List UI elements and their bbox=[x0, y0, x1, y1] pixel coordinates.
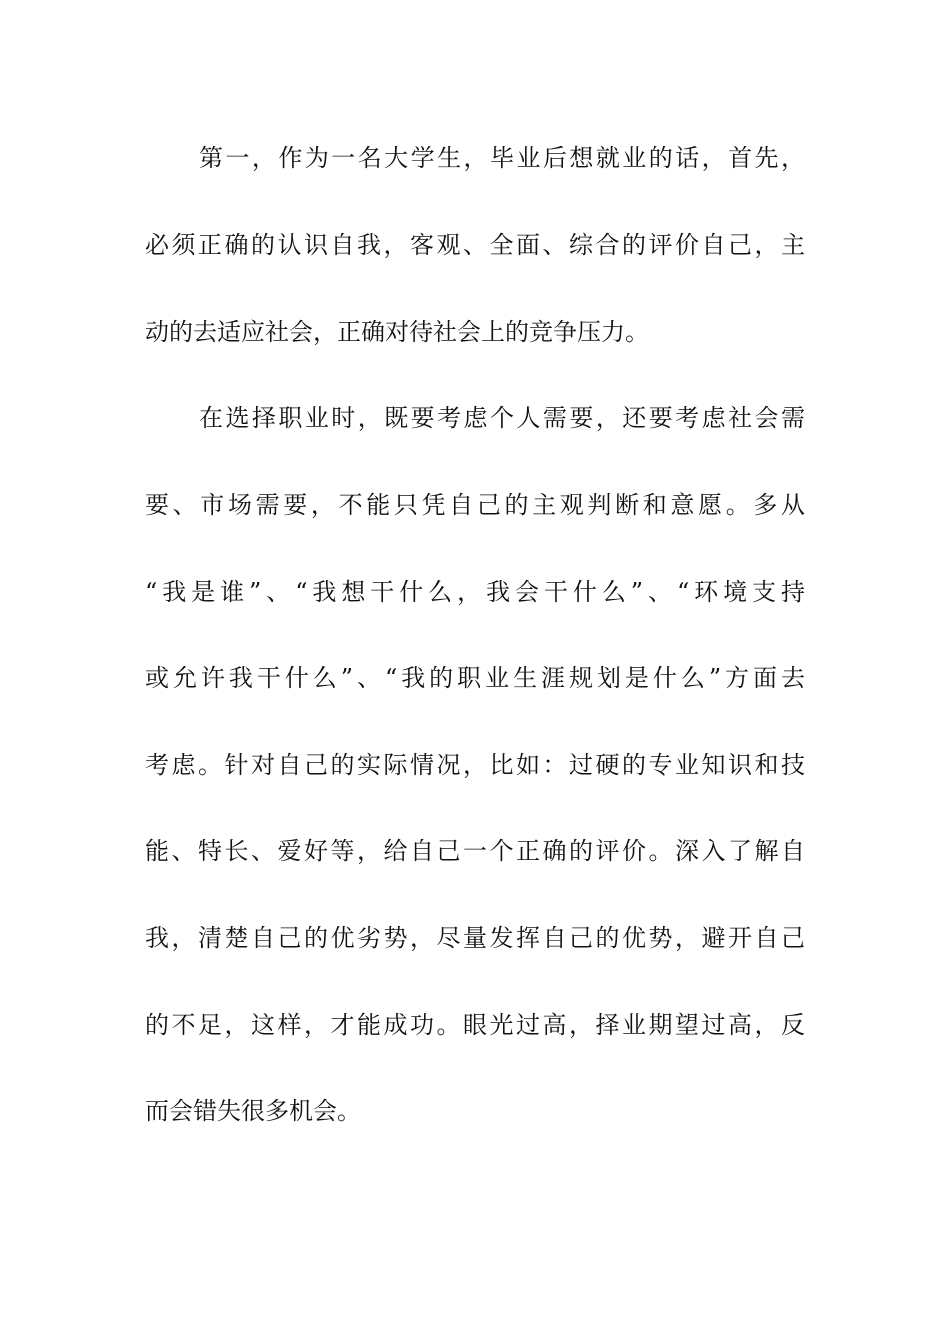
paragraph-line: 能、特长、爱好等，给自己一个正确的评价。深入了解自 bbox=[145, 837, 805, 865]
paragraph-line: 必须正确的认识自我，客观、全面、综合的评价自己，主 bbox=[145, 231, 805, 259]
paragraph-line: “我是谁”、“我想干什么，我会干什么”、“环境支持 bbox=[145, 578, 805, 606]
paragraph-line: 第一，作为一名大学生，毕业后想就业的话，首先， bbox=[199, 144, 805, 172]
paragraph-line: 要、市场需要，不能只凭自己的主观判断和意愿。多从 bbox=[145, 491, 805, 519]
paragraph-line: 在选择职业时，既要考虑个人需要，还要考虑社会需 bbox=[199, 404, 805, 432]
paragraph-line: 考虑。针对自己的实际情况，比如：过硬的专业知识和技 bbox=[145, 751, 805, 779]
paragraph-line: 而会错失很多机会。 bbox=[145, 1097, 361, 1125]
paragraph-line: 或允许我干什么”、“我的职业生涯规划是什么”方面去 bbox=[145, 664, 805, 692]
paragraph-line: 我，清楚自己的优劣势，尽量发挥自己的优势，避开自己 bbox=[145, 924, 805, 952]
paragraph-line: 动的去适应社会，正确对待社会上的竞争压力。 bbox=[145, 318, 649, 346]
paragraph-line: 的不足，这样，才能成功。眼光过高，择业期望过高，反 bbox=[145, 1011, 805, 1039]
